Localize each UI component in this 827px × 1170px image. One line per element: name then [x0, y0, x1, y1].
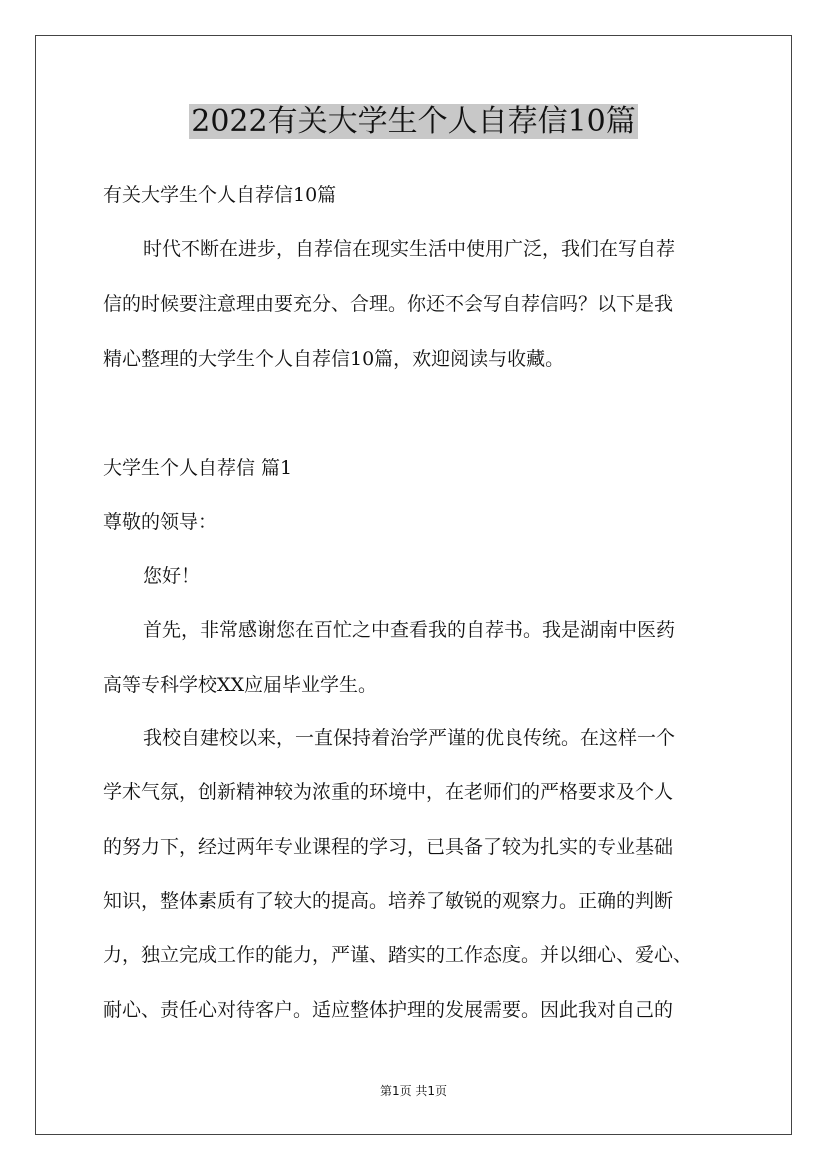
- subtitle: 有关大学生个人自荐信10篇: [103, 184, 337, 206]
- paragraph-line: 我校自建校以来，一直保持着治学严谨的优良传统。在这样一个: [143, 727, 676, 749]
- paragraph-line: 的努力下，经过两年专业课程的学习，已具备了较为扎实的专业基础: [103, 836, 674, 858]
- intro-line: 时代不断在进步，自荐信在现实生活中使用广泛，我们在写自荐: [143, 238, 676, 260]
- paragraph-line: 耐心、责任心对待客户。适应整体护理的发展需要。因此我对自己的: [103, 999, 674, 1021]
- salutation: 尊敬的领导：: [103, 511, 218, 533]
- intro-line: 精心整理的大学生个人自荐信10篇，欢迎阅读与收藏。: [103, 348, 565, 370]
- greeting: 您好！: [143, 565, 201, 587]
- paragraph-line: 学术气氛，创新精神较为浓重的环境中，在老师们的严格要求及个人: [103, 781, 674, 803]
- intro-line: 信的时候要注意理由要充分、合理。你还不会写自荐信吗？以下是我: [103, 293, 674, 315]
- document-title: [0, 102, 827, 142]
- paragraph-line: 首先，非常感谢您在百忙之中查看我的自荐书。我是湖南中医药: [143, 619, 676, 641]
- paragraph-line: 高等专科学校XX应届毕业学生。: [103, 674, 378, 696]
- document-title-text: 2022有关大学生个人自荐信10篇: [191, 104, 636, 139]
- page-footer: 第1页 共1页: [379, 1084, 448, 1098]
- section-heading: 大学生个人自荐信 篇1: [103, 457, 293, 479]
- paragraph-line: 知识，整体素质有了较大的提高。培养了敏锐的观察力。正确的判断: [103, 890, 674, 912]
- paragraph-line: 力，独立完成工作的能力，严谨、踏实的工作态度。并以细心、爱心、: [103, 944, 693, 966]
